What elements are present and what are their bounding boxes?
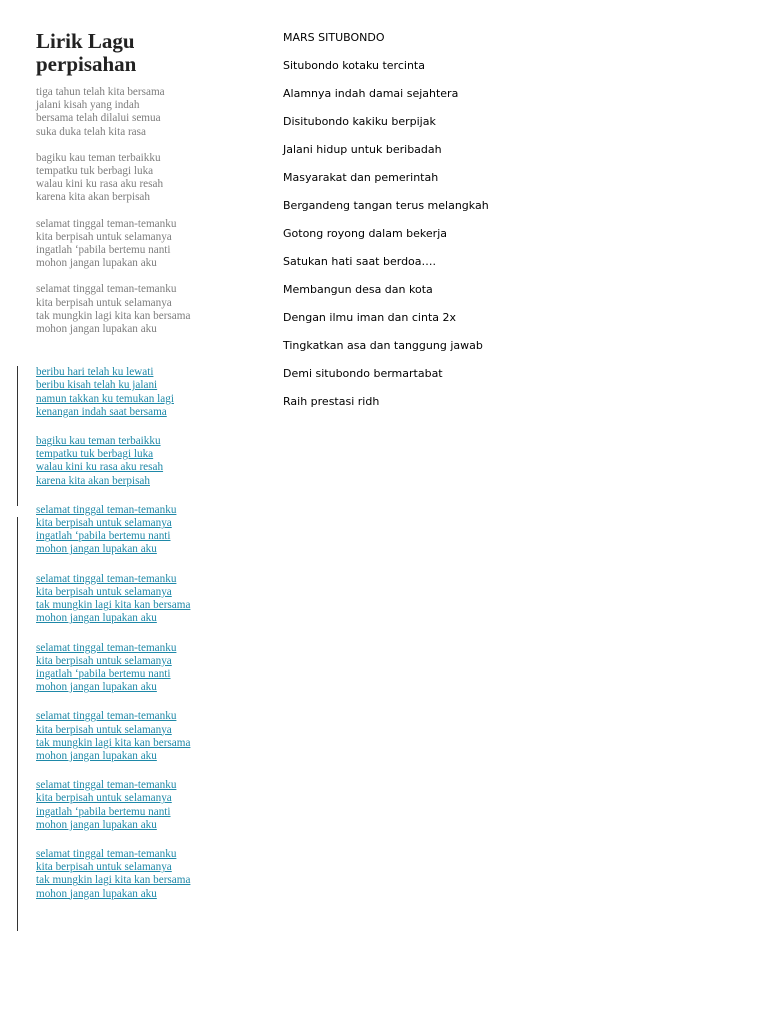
lyric-link[interactable]: walau kini ku rasa aku resah [36, 461, 164, 474]
lyric-link[interactable]: kenangan indah saat bersama [36, 405, 167, 418]
lyric-link[interactable]: selamat tinggal teman-temanku [36, 572, 177, 585]
left-column [36, 30, 276, 917]
lyric-link[interactable]: selamat tinggal teman-temanku [36, 641, 177, 654]
lyric-link[interactable]: selamat tinggal teman-temanku [36, 710, 177, 723]
lyric-link[interactable]: selamat tinggal teman-temanku [36, 503, 177, 516]
link-stanza [36, 710, 276, 763]
lyric-link[interactable]: tak mungkin lagi kita kan bersama [36, 874, 191, 887]
lyric-line: kita berpisah untuk selamanya [36, 296, 172, 309]
lyric-link[interactable]: karena kita akan berpisah [36, 474, 150, 487]
linked-lyrics [36, 366, 276, 901]
link-stanza [36, 435, 276, 488]
lyric-line: selamat tinggal teman-temanku [36, 283, 177, 296]
lyric-line: jalani kisah yang indah [36, 99, 140, 112]
lyric-line: karena kita akan berpisah [36, 191, 150, 204]
song-line: Masyarakat dan pemerintah [283, 171, 439, 184]
lyric-link[interactable]: mohon jangan lupakan aku [36, 749, 157, 762]
song-line: Situbondo kotaku tercinta [283, 59, 425, 72]
gray-lyrics [36, 86, 276, 336]
lyric-link[interactable]: kita berpisah untuk selamanya [36, 792, 172, 805]
lyric-link[interactable]: ingatlah ‘pabila bertemu nanti [36, 805, 171, 818]
lyric-link[interactable]: namun takkan ku temukan lagi [36, 392, 174, 405]
lyric-line: walau kini ku rasa aku resah [36, 178, 164, 191]
link-stanza [36, 573, 276, 626]
lyric-link[interactable]: selamat tinggal teman-temanku [36, 847, 177, 860]
lyric-link[interactable]: kita berpisah untuk selamanya [36, 585, 172, 598]
lyric-line: suka duka telah kita rasa [36, 125, 146, 138]
lyric-link[interactable]: mohon jangan lupakan aku [36, 818, 157, 831]
song-line: Tingkatkan asa dan tanggung jawab [283, 339, 483, 352]
stanza [36, 86, 276, 139]
lyric-link[interactable]: mohon jangan lupakan aku [36, 543, 157, 556]
stanza [36, 152, 276, 205]
song-line: Satukan hati saat berdoa…. [283, 255, 437, 268]
link-stanza [36, 504, 276, 557]
title-line: Lirik Lagu [36, 29, 135, 53]
lyric-line: tak mungkin lagi kita kan bersama [36, 309, 191, 322]
link-stanza [36, 848, 276, 901]
lyric-link[interactable]: tak mungkin lagi kita kan bersama [36, 736, 191, 749]
lyric-line: selamat tinggal teman-temanku [36, 217, 177, 230]
lyric-line: kita berpisah untuk selamanya [36, 230, 172, 243]
lyric-line: bagiku kau teman terbaikku [36, 151, 161, 164]
song-line: Jalani hidup untuk beribadah [283, 143, 442, 156]
title-line: perpisahan [36, 52, 137, 76]
change-bar-1 [17, 366, 18, 506]
lyric-link[interactable]: selamat tinggal teman-temanku [36, 779, 177, 792]
song-title: MARS SITUBONDO [283, 31, 385, 44]
song-line: Membangun desa dan kota [283, 283, 433, 296]
lyric-link[interactable]: beribu kisah telah ku jalani [36, 379, 158, 392]
lyric-link[interactable]: mohon jangan lupakan aku [36, 887, 157, 900]
lyric-link[interactable]: tempatku tuk berbagi luka [36, 448, 154, 461]
song-line: Dengan ilmu iman dan cinta 2x [283, 311, 457, 324]
lyric-line: tiga tahun telah kita bersama [36, 86, 165, 98]
lyric-link[interactable]: ingatlah ‘pabila bertemu nanti [36, 667, 171, 680]
link-stanza [36, 642, 276, 695]
lyric-line: tempatku tuk berbagi luka [36, 165, 154, 178]
lyric-link[interactable]: kita berpisah untuk selamanya [36, 723, 172, 736]
song-line: Alamnya indah damai sejahtera [283, 87, 459, 100]
link-stanza [36, 366, 276, 419]
change-bar-2 [17, 517, 18, 931]
stanza [36, 218, 276, 271]
song-line: Demi situbondo bermartabat [283, 367, 443, 380]
lyric-line: mohon jangan lupakan aku [36, 257, 157, 270]
song-line: Bergandeng tangan terus melangkah [283, 199, 489, 212]
lyric-line: mohon jangan lupakan aku [36, 323, 157, 336]
right-column [283, 30, 503, 422]
lyric-link[interactable]: beribu hari telah ku lewati [36, 366, 154, 379]
lyrics-title [36, 30, 276, 76]
lyric-line: bersama telah dilalui semua [36, 112, 161, 125]
lyric-line: ingatlah ‘pabila bertemu nanti [36, 244, 171, 257]
stanza [36, 283, 276, 336]
song-line: Raih prestasi ridh [283, 395, 380, 408]
lyric-link[interactable]: tak mungkin lagi kita kan bersama [36, 599, 191, 612]
lyric-link[interactable]: mohon jangan lupakan aku [36, 612, 157, 625]
lyric-link[interactable]: bagiku kau teman terbaikku [36, 435, 161, 448]
lyric-link[interactable]: kita berpisah untuk selamanya [36, 517, 172, 530]
lyric-link[interactable]: kita berpisah untuk selamanya [36, 861, 172, 874]
song-line: Disitubondo kakiku berpijak [283, 115, 436, 128]
lyric-link[interactable]: ingatlah ‘pabila bertemu nanti [36, 530, 171, 543]
lyric-link[interactable]: mohon jangan lupakan aku [36, 681, 157, 694]
song-line: Gotong royong dalam bekerja [283, 227, 447, 240]
link-stanza [36, 779, 276, 832]
lyric-link[interactable]: kita berpisah untuk selamanya [36, 654, 172, 667]
